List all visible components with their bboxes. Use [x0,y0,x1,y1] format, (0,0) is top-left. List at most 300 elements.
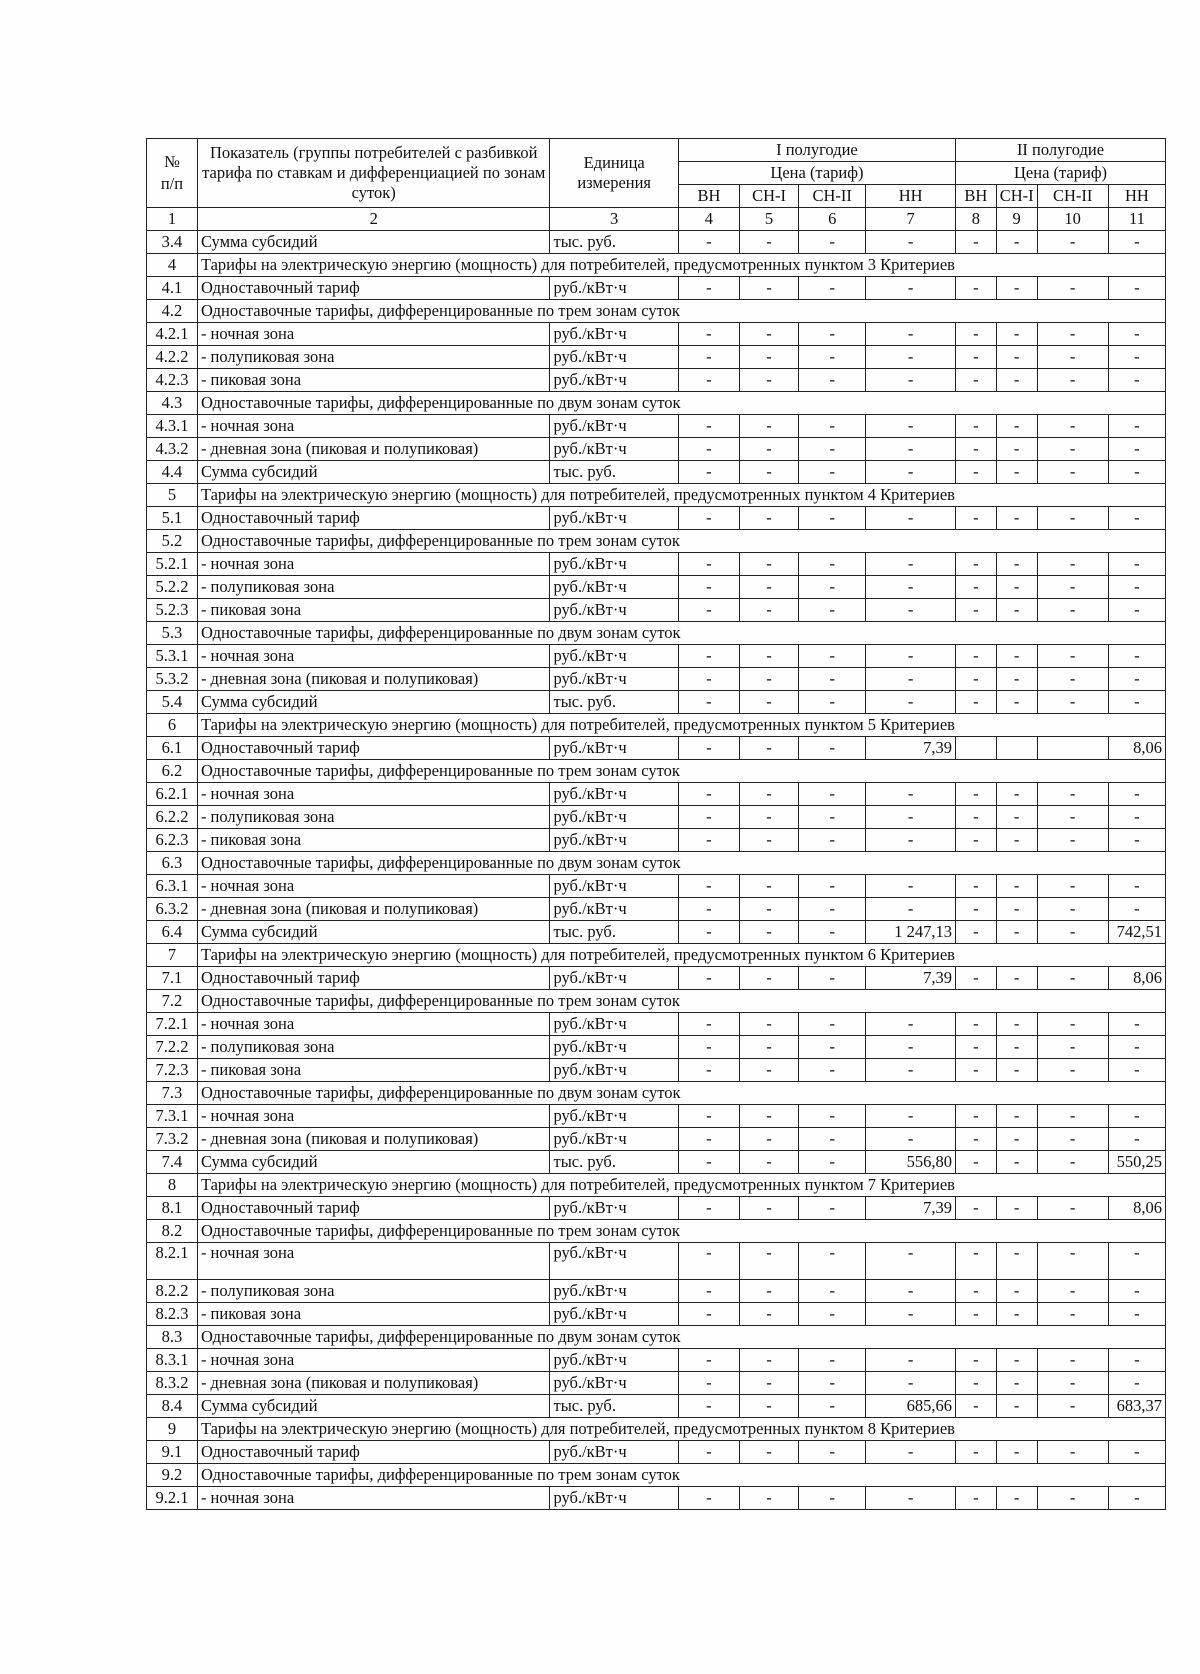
value-cell: - [739,1197,798,1220]
value-cell: - [996,461,1037,484]
value-cell: - [739,1441,798,1464]
value-cell: - [678,806,739,829]
header-level-sn1-1: СН-I [739,185,798,208]
table-row [147,1372,1166,1395]
value-cell: - [996,898,1037,921]
value-cell: - [678,875,739,898]
value-cell: - [996,645,1037,668]
value-cell: - [799,415,866,438]
value-cell: - [678,323,739,346]
value-cell: - [996,1059,1037,1082]
value-cell: - [739,921,798,944]
row-number: 5.4 [147,691,198,714]
row-indicator: Сумма субсидий [197,231,550,254]
row-number: 6.3 [147,852,198,875]
row-number: 5.2.1 [147,553,198,576]
header-half1: I полугодие [678,139,955,162]
value-cell: - [678,645,739,668]
value-cell: - [996,967,1037,990]
header-price-half1: Цена (тариф) [678,162,955,185]
value-cell: - [956,921,997,944]
value-cell: - [799,1243,866,1280]
table-row [147,1059,1166,1082]
table-row [147,1349,1166,1372]
value-cell: - [956,668,997,691]
value-cell: - [956,1243,997,1280]
row-indicator: - полупиковая зона [197,346,550,369]
value-cell: - [996,1243,1037,1280]
value-cell: - [956,415,997,438]
value-cell: 685,66 [866,1395,956,1418]
value-cell: - [1037,1441,1108,1464]
value-cell: - [866,645,956,668]
row-number: 7.4 [147,1151,198,1174]
section-title: Одноставочные тарифы, дифференцированные по двум зонам суток [197,392,1165,415]
row-indicator: - ночная зона [197,1013,550,1036]
value-cell: - [866,415,956,438]
header-level-sn2-1: СН-II [799,185,866,208]
value-cell: - [1037,691,1108,714]
row-number: 7.2.1 [147,1013,198,1036]
row-unit: руб./кВт·ч [550,645,678,668]
value-cell: - [799,1197,866,1220]
value-cell: - [1037,1487,1108,1510]
table-row [147,645,1166,668]
table-section-row [147,254,1166,277]
table-row [147,231,1166,254]
header-indicator: Показатель (группы потребителей с разбивкой тарифа по ставкам и дифференциацией по зонам суток) [197,139,550,208]
value-cell: - [1108,553,1165,576]
value-cell: - [1108,668,1165,691]
value-cell: - [799,829,866,852]
value-cell: - [678,1243,739,1280]
value-cell: - [866,1059,956,1082]
row-unit: руб./кВт·ч [550,967,678,990]
row-number: 8 [147,1174,198,1197]
value-cell: - [678,438,739,461]
row-unit: руб./кВт·ч [550,1372,678,1395]
value-cell: 7,39 [866,1197,956,1220]
value-cell: - [866,346,956,369]
row-indicator: - дневная зона (пиковая и полупиковая) [197,438,550,461]
value-cell: - [996,691,1037,714]
value-cell: - [1108,1303,1165,1326]
value-cell: - [678,369,739,392]
value-cell: - [799,1105,866,1128]
row-unit: руб./кВт·ч [550,1349,678,1372]
row-unit: тыс. руб. [550,921,678,944]
value-cell: - [739,277,798,300]
value-cell: - [956,1151,997,1174]
value-cell: - [866,1013,956,1036]
value-cell: - [866,461,956,484]
table-row [147,1013,1166,1036]
section-title: Тарифы на электрическую энергию (мощность) для потребителей, предусмотренных пунктом 3 Критериев [197,254,1165,277]
header-level-vn-1: ВН [678,185,739,208]
row-number: 6.3.2 [147,898,198,921]
value-cell: - [739,645,798,668]
row-unit: руб./кВт·ч [550,1059,678,1082]
row-number: 6.2.1 [147,783,198,806]
value-cell: - [866,1303,956,1326]
value-cell: - [956,829,997,852]
value-cell: - [799,1372,866,1395]
value-cell: - [866,898,956,921]
value-cell: - [739,898,798,921]
value-cell: - [996,783,1037,806]
value-cell: - [739,1372,798,1395]
section-title: Тарифы на электрическую энергию (мощность) для потребителей, предусмотренных пунктом 6 Критериев [197,944,1165,967]
value-cell: - [739,369,798,392]
table-row [147,967,1166,990]
header-unit: Единица измерения [550,139,678,208]
value-cell: - [739,1395,798,1418]
value-cell: - [1108,277,1165,300]
value-cell: - [739,1487,798,1510]
value-cell: - [956,1441,997,1464]
row-indicator: Сумма субсидий [197,1151,550,1174]
value-cell: - [799,806,866,829]
row-indicator: - пиковая зона [197,829,550,852]
row-unit: руб./кВт·ч [550,1013,678,1036]
row-unit: тыс. руб. [550,1395,678,1418]
row-indicator: - полупиковая зона [197,806,550,829]
value-cell: - [739,576,798,599]
row-number: 6.2.3 [147,829,198,852]
value-cell: - [866,1280,956,1303]
row-number: 4.3.1 [147,415,198,438]
value-cell: - [996,668,1037,691]
value-cell: - [1037,599,1108,622]
value-cell: - [1108,231,1165,254]
table-row [147,438,1166,461]
value-cell: - [866,783,956,806]
value-cell: - [866,1243,956,1280]
value-cell: - [996,1036,1037,1059]
row-unit: руб./кВт·ч [550,1128,678,1151]
row-number: 8.2.2 [147,1280,198,1303]
value-cell: - [799,668,866,691]
row-number: 4.3.2 [147,438,198,461]
value-cell: - [1108,806,1165,829]
section-title: Одноставочные тарифы, дифференцированные по двум зонам суток [197,622,1165,645]
value-cell: - [678,737,739,760]
value-cell: 742,51 [1108,921,1165,944]
header-level-sn2-2: СН-II [1037,185,1108,208]
table-row [147,553,1166,576]
row-number: 6.2 [147,760,198,783]
value-cell: - [996,369,1037,392]
value-cell: - [866,369,956,392]
table-row [147,691,1166,714]
value-cell: - [956,1059,997,1082]
value-cell: - [866,323,956,346]
value-cell: - [678,691,739,714]
value-cell: - [739,668,798,691]
value-cell: - [1108,1013,1165,1036]
value-cell: - [678,1303,739,1326]
row-indicator: - ночная зона [197,645,550,668]
table-row [147,1280,1166,1303]
section-title: Тарифы на электрическую энергию (мощность) для потребителей, предусмотренных пунктом 4 Критериев [197,484,1165,507]
table-section-row [147,1464,1166,1487]
row-number: 8.4 [147,1395,198,1418]
value-cell: - [866,277,956,300]
value-cell: - [799,576,866,599]
value-cell: - [1037,369,1108,392]
row-indicator: Одноставочный тариф [197,1197,550,1220]
table-row [147,1243,1166,1280]
value-cell: - [739,346,798,369]
row-indicator: - дневная зона (пиковая и полупиковая) [197,668,550,691]
value-cell: - [996,1349,1037,1372]
value-cell: - [996,231,1037,254]
value-cell: - [678,1105,739,1128]
value-cell: - [799,1441,866,1464]
value-cell: - [1108,369,1165,392]
value-cell: - [1037,553,1108,576]
value-cell: - [1108,829,1165,852]
row-indicator: - ночная зона [197,1349,550,1372]
row-indicator: Одноставочный тариф [197,967,550,990]
value-cell: - [1037,438,1108,461]
row-unit: руб./кВт·ч [550,553,678,576]
value-cell: - [866,1128,956,1151]
value-cell: - [1037,323,1108,346]
value-cell: - [996,438,1037,461]
row-number: 7.2.3 [147,1059,198,1082]
row-number: 7.2.2 [147,1036,198,1059]
row-number: 4 [147,254,198,277]
value-cell: - [956,783,997,806]
value-cell: - [996,1441,1037,1464]
value-cell: - [1108,645,1165,668]
value-cell: - [996,507,1037,530]
value-cell: - [996,806,1037,829]
value-cell: - [678,1036,739,1059]
table-row [147,1395,1166,1418]
row-number: 7.3 [147,1082,198,1105]
value-cell: - [799,737,866,760]
row-number: 7.3.2 [147,1128,198,1151]
value-cell: - [956,1303,997,1326]
row-indicator: - дневная зона (пиковая и полупиковая) [197,1128,550,1151]
value-cell: - [866,1487,956,1510]
section-title: Одноставочные тарифы, дифференцированные по двум зонам суток [197,1326,1165,1349]
section-title: Одноставочные тарифы, дифференцированные по трем зонам суток [197,300,1165,323]
value-cell: 556,80 [866,1151,956,1174]
header-level-vn-2: ВН [956,185,997,208]
value-cell: - [1037,231,1108,254]
value-cell: - [956,599,997,622]
value-cell: - [1037,576,1108,599]
table-row [147,415,1166,438]
value-cell: - [866,1349,956,1372]
value-cell: - [678,576,739,599]
row-unit: тыс. руб. [550,461,678,484]
header-level-sn1-2: СН-I [996,185,1037,208]
row-indicator: - ночная зона [197,553,550,576]
value-cell: - [996,1395,1037,1418]
value-cell: - [1037,967,1108,990]
value-cell: - [996,553,1037,576]
value-cell: - [799,346,866,369]
value-cell: - [678,1487,739,1510]
header-level-nn-1: НН [866,185,956,208]
value-cell: - [956,898,997,921]
value-cell: - [739,1013,798,1036]
row-unit: руб./кВт·ч [550,507,678,530]
value-cell: - [1037,415,1108,438]
header-colnum: 6 [799,208,866,231]
value-cell: - [799,231,866,254]
header-colnum: 11 [1108,208,1165,231]
value-cell: 8,06 [1108,967,1165,990]
row-number: 9.2.1 [147,1487,198,1510]
value-cell: - [996,1197,1037,1220]
table-row [147,461,1166,484]
row-number: 8.2.3 [147,1303,198,1326]
value-cell: - [956,231,997,254]
value-cell: - [739,1280,798,1303]
header-colnum: 4 [678,208,739,231]
value-cell: - [1108,898,1165,921]
row-number: 9 [147,1418,198,1441]
value-cell: - [1037,783,1108,806]
row-unit: руб./кВт·ч [550,415,678,438]
value-cell: - [866,553,956,576]
value-cell: - [1037,1059,1108,1082]
value-cell: - [866,1105,956,1128]
value-cell: - [678,231,739,254]
row-number: 4.2 [147,300,198,323]
row-number: 6.3.1 [147,875,198,898]
row-indicator: - полупиковая зона [197,1036,550,1059]
value-cell: - [1037,1013,1108,1036]
value-cell: - [739,1128,798,1151]
value-cell: - [866,806,956,829]
table-row [147,829,1166,852]
row-indicator: Одноставочный тариф [197,277,550,300]
row-number: 8.1 [147,1197,198,1220]
header-colnum: 2 [197,208,550,231]
table-section-row [147,392,1166,415]
section-title: Одноставочные тарифы, дифференцированные по трем зонам суток [197,530,1165,553]
table-section-row [147,484,1166,507]
table-header [147,139,1166,231]
value-cell: - [799,1013,866,1036]
value-cell: - [1037,1151,1108,1174]
value-cell: - [956,507,997,530]
value-cell: - [996,1105,1037,1128]
header-colnum: 3 [550,208,678,231]
header-colnum: 10 [1037,208,1108,231]
row-number: 4.4 [147,461,198,484]
table-row [147,1441,1166,1464]
value-cell: - [739,1303,798,1326]
row-indicator: - ночная зона [197,875,550,898]
value-cell: - [996,415,1037,438]
value-cell: - [1037,668,1108,691]
row-indicator: - ночная зона [197,1243,550,1280]
row-number: 7.2 [147,990,198,1013]
row-indicator: - пиковая зона [197,599,550,622]
value-cell: - [1108,1128,1165,1151]
row-number: 6.1 [147,737,198,760]
value-cell: - [1037,1243,1108,1280]
value-cell: - [956,576,997,599]
table-row [147,898,1166,921]
value-cell: - [739,1151,798,1174]
value-cell: - [1108,1105,1165,1128]
value-cell: - [996,875,1037,898]
value-cell: - [678,921,739,944]
section-title: Одноставочные тарифы, дифференцированные по трем зонам суток [197,990,1165,1013]
row-number: 7 [147,944,198,967]
row-unit: тыс. руб. [550,691,678,714]
value-cell: - [996,277,1037,300]
row-indicator: - дневная зона (пиковая и полупиковая) [197,898,550,921]
value-cell: - [956,553,997,576]
value-cell: - [956,806,997,829]
value-cell: - [1108,783,1165,806]
row-unit: руб./кВт·ч [550,576,678,599]
value-cell: - [1037,806,1108,829]
row-number: 9.2 [147,1464,198,1487]
header-level-nn-2: НН [1108,185,1165,208]
value-cell: - [799,691,866,714]
value-cell: - [1108,576,1165,599]
value-cell: - [678,507,739,530]
value-cell: - [1037,346,1108,369]
row-unit: руб./кВт·ч [550,323,678,346]
header-half2: II полугодие [956,139,1166,162]
table-row [147,1105,1166,1128]
row-number: 5.2.3 [147,599,198,622]
table-section-row [147,852,1166,875]
value-cell: - [678,1349,739,1372]
value-cell: - [799,875,866,898]
value-cell: - [739,1105,798,1128]
row-unit: руб./кВт·ч [550,806,678,829]
header-colnum: 9 [996,208,1037,231]
value-cell: - [678,1395,739,1418]
value-cell: - [866,507,956,530]
row-unit: руб./кВт·ч [550,1197,678,1220]
table-row [147,346,1166,369]
value-cell: - [996,1128,1037,1151]
row-indicator: Сумма субсидий [197,1395,550,1418]
value-cell: - [678,668,739,691]
value-cell: - [678,967,739,990]
value-cell: - [1037,1372,1108,1395]
value-cell: - [956,1105,997,1128]
value-cell: - [996,1280,1037,1303]
value-cell: 1 247,13 [866,921,956,944]
value-cell: - [739,875,798,898]
row-number: 5.3.1 [147,645,198,668]
header-price-half2: Цена (тариф) [956,162,1166,185]
value-cell: - [678,1372,739,1395]
value-cell: - [1037,1197,1108,1220]
value-cell: - [1108,507,1165,530]
value-cell: - [799,1059,866,1082]
row-indicator: Одноставочный тариф [197,737,550,760]
row-unit: руб./кВт·ч [550,1441,678,1464]
row-indicator: - ночная зона [197,415,550,438]
row-unit: руб./кВт·ч [550,1243,678,1280]
value-cell: - [1108,438,1165,461]
